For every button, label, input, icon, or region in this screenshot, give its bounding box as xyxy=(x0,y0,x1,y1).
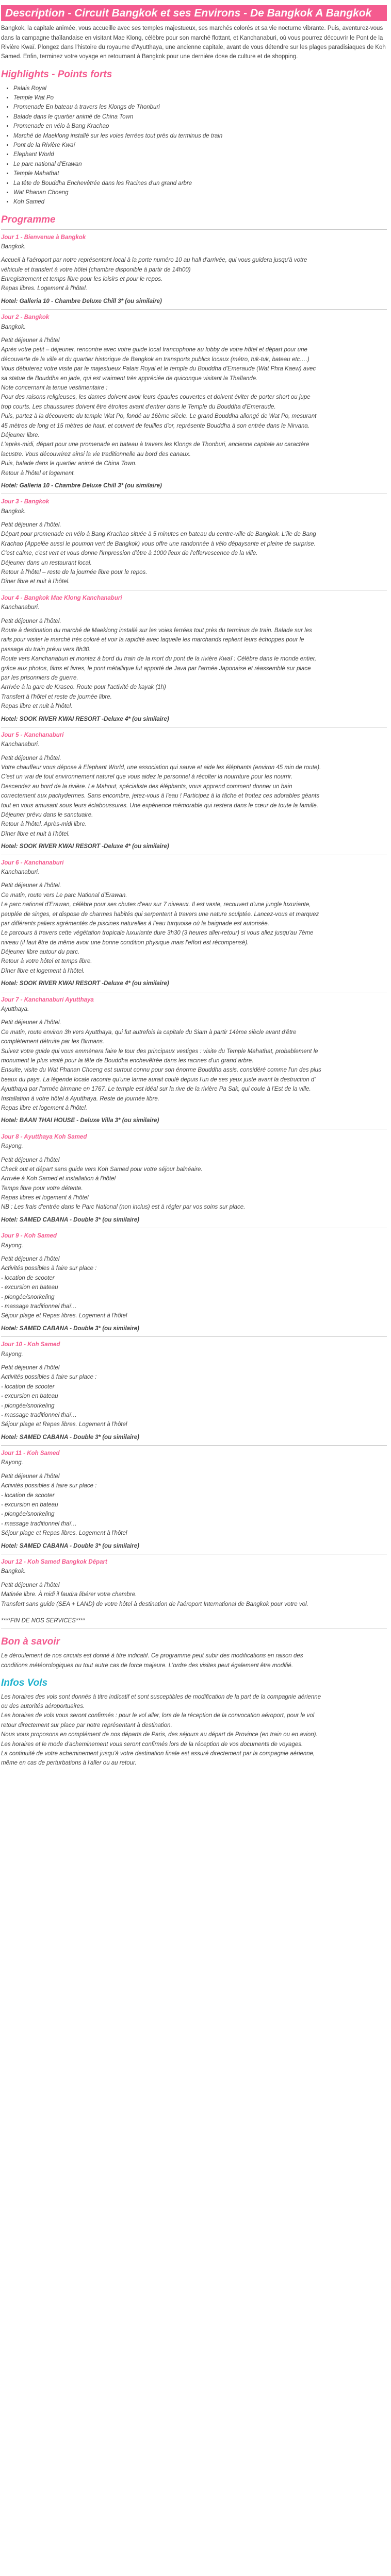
day-text-line: Ce matin, route environ 3h vers Ayutthaya, qui fut autrefois la capitale du Siam à partir 14ème siècle avant d'être xyxy=(1,1029,297,1036)
day-text-line: Le parc national d'Erawan, célèbre pour ses chutes d'eau sur 7 niveaux. Il est vaste, recouvert d'une jungle luxuriante, xyxy=(1,902,311,908)
day-text-line: Séjour plage et Repas libres. Logement à l'hôtel xyxy=(1,1313,127,1319)
flight-info-line: ou des autorités aéroportuaires. xyxy=(1,1703,85,1710)
highlight-item: • Temple Wat Po xyxy=(13,93,387,103)
day-text-line: - location de scooter xyxy=(1,1383,55,1390)
day-location: Rayong. xyxy=(1,1460,23,1466)
day-text-line: Repas libre et nuit à l'hôtel. xyxy=(1,703,73,710)
day-paragraph xyxy=(1,1472,387,1538)
flight-info-line: Nous vous proposons en complément de nos départs de Paris, des séjours au départ de Province (en train ou en avion). xyxy=(1,1732,318,1738)
day-text-line: - plongée/snorkeling xyxy=(1,1511,55,1518)
day-hotel: Hotel: Galleria 10 - Chambre Deluxe Chill 3* (ou similaire) xyxy=(1,482,162,489)
day-text-line: beaux du pays. La légende locale raconte qu'une larme aurait coulé depuis l'un de ses yeux juste avant la destruction d' xyxy=(1,1076,316,1083)
day-text-line: - excursion en bateau xyxy=(1,1393,58,1400)
day-text-line: Vous débuterez votre visite par le majestueux Palais Royal et le temple du Bouddha d'Emeraude (Wat Phra Kaew) avec xyxy=(1,366,316,372)
day-text-line: - plongée/snorkeling xyxy=(1,1402,55,1409)
day-text-line: passage du train prévu vers 8h30. xyxy=(1,646,91,653)
day-text-line: Dîner libre et logement à l'hôtel. xyxy=(1,968,85,974)
day-text-line: Déjeuner dans un restaurant local. xyxy=(1,560,92,566)
day-title: Jour 11 - Koh Samed xyxy=(1,1450,60,1457)
day-text-line: véhicule et transfert à votre hôtel (chambre disponible à partir de 14h00) xyxy=(1,266,191,273)
day-text-line: monument le plus visité pour la tête de Bouddha enchevêtrée dans les racines d'un grand arbre. xyxy=(1,1058,254,1064)
day-text-line: rails pour visiter le marché très coloré et voir la rapidité avec laquelle les marchands replient leurs échoppes pour le xyxy=(1,637,304,643)
day-paragraph xyxy=(1,1255,387,1321)
day-paragraph xyxy=(1,1581,387,1626)
day-divider xyxy=(1,1336,387,1337)
day-title: Jour 3 - Bangkok xyxy=(1,499,50,505)
day-hotel: Hotel: SAMED CABANA - Double 3* (ou similaire) xyxy=(1,1434,139,1440)
day-block xyxy=(1,1557,387,1625)
day-text-line: lacustre. Vous découvrirez ainsi la vie traditionnelle au bord des canaux. xyxy=(1,451,191,457)
day-text-line: découverte de la ville et du quartier historique de Bangkok en transports publics locaux (métro, tuk-tuk, bateau etc….) xyxy=(1,356,309,363)
day-location: Kanchanaburi. xyxy=(1,741,40,748)
day-text-line: Petit déjeuner à l'hôtel xyxy=(1,1157,60,1163)
day-text-line: Ensuite, visite du Wat Phanan Choeng est surtout connu pour son énorme Bouddha assis, considéré comme l'un des plus xyxy=(1,1067,321,1074)
day-text-line: 45 mètres de long et 15 mètres de haut, et couvert de feuilles d'or, représente Bouddha à son entrée dans le Nirvana. xyxy=(1,422,310,429)
day-text-line: grâce aux photos, films et livres, le pont métallique fut apporté de Java par l'armée Japonaise et réassemblé sur place xyxy=(1,665,311,672)
day-divider xyxy=(1,229,387,230)
day-text-line: Après votre petit – déjeuner, rencontre avec votre guide local francophone au lobby de votre hôtel et départ pour une xyxy=(1,347,307,353)
day-text-line: Départ pour promenade en vélo à Bang Krachao située à 5 minutes en bateau du centre-ville de Bangkok. L'île de Bang xyxy=(1,531,316,538)
good-to-know-heading: Bon à savoir xyxy=(1,1636,60,1648)
flight-info-line: Les horaires et le mode d'acheminement vous seront confirmés lors de la réception de vos documents de voyages. xyxy=(1,1741,303,1748)
day-text-line: Petit déjeuner à l'hôtel. xyxy=(1,618,61,624)
day-text-line: Le parcours à travers cette végétation tropicale luxuriante dure 3h30 (3 heures aller-retour) si vous allez jusqu'au 7ème xyxy=(1,930,314,937)
page-title: Description - Circuit Bangkok et ses Environs - De Bangkok A Bangkok xyxy=(1,5,387,21)
day-paragraph xyxy=(1,1363,387,1430)
day-location: Rayong. xyxy=(1,1143,23,1150)
day-text-line: - location de scooter xyxy=(1,1275,55,1281)
day-text-line: Retour à l'hôtel – reste de la journée libre pour le repos. xyxy=(1,569,148,576)
day-text-line: Petit déjeuner à l'hôtel. xyxy=(1,883,61,889)
day-hotel: Hotel: SOOK RIVER KWAI RESORT -Deluxe 4* (ou similaire) xyxy=(1,716,169,722)
day-location: Rayong. xyxy=(1,1351,23,1358)
day-text-line: Pour des raisons religieuses, les dames doivent avoir leurs épaules couvertes et doivent éviter de porter short ou jupe xyxy=(1,394,311,401)
day-text-line: Votre chauffeur vous dépose à Elephant World, une association qui sauve et aide les éléphants (environ 45 min de route). xyxy=(1,765,321,771)
day-text-line: Retour à l'hôtel. Après-midi libre. xyxy=(1,821,87,828)
highlight-item: • Promenade En bateau à travers les Klongs de Thonburi xyxy=(13,103,387,112)
day-text-line: C'est un vrai de tout environnement naturel que vous aidez le personnel à récolter la nourriture pour les nourrir. xyxy=(1,774,292,781)
day-paragraph xyxy=(1,881,387,976)
day-title: Jour 1 - Bienvenue à Bangkok xyxy=(1,234,86,241)
day-paragraph xyxy=(1,256,387,294)
highlights-heading: Highlights - Points forts xyxy=(1,69,112,80)
day-title: Jour 7 - Kanchanaburi Ayutthaya xyxy=(1,996,94,1003)
day-text-line: - excursion en bateau xyxy=(1,1284,58,1291)
day-location: Kanchanaburi. xyxy=(1,869,40,875)
day-paragraph xyxy=(1,1156,387,1212)
day-divider xyxy=(1,1445,387,1446)
day-text-line: Séjour plage et Repas libres. Logement à l'hôtel xyxy=(1,1530,127,1537)
day-hotel: Hotel: SAMED CABANA - Double 3* (ou similaire) xyxy=(1,1325,139,1332)
flight-info-text xyxy=(1,1692,387,1768)
day-text-line: - location de scooter xyxy=(1,1492,55,1499)
day-text-line: - excursion en bateau xyxy=(1,1502,58,1509)
day-paragraph xyxy=(1,520,387,587)
day-text-line: Installation à votre hôtel à Ayutthaya. Reste de journée libre. xyxy=(1,1095,159,1102)
day-text-line: Dîner libre et nuit à l'hôtel. xyxy=(1,579,70,585)
flight-info-heading: Infos Vols xyxy=(1,1677,48,1688)
day-text-line: Repas libres. Logement à l'hôtel. xyxy=(1,285,88,292)
day-location: Rayong. xyxy=(1,1242,23,1249)
day-text-line: Retour à votre hôtel et temps libre. xyxy=(1,958,92,965)
day-title: Jour 9 - Koh Samed xyxy=(1,1233,57,1240)
day-hotel: Hotel: SOOK RIVER KWAI RESORT -Deluxe 4* (ou similaire) xyxy=(1,980,169,987)
day-text-line: Repas libres et logement à l'hôtel xyxy=(1,1195,89,1201)
day-block xyxy=(1,1340,387,1442)
highlight-item: • Marché de Maeklong installé sur les voies ferrées tout près du terminus de train xyxy=(13,131,387,141)
day-text-line: Petit déjeuner à l'hôtel xyxy=(1,1473,60,1480)
day-text-line: Check out et départ sans guide vers Koh Samed pour votre séjour balnéaire. xyxy=(1,1166,203,1173)
day-text-line: Séjour plage et Repas libres. Logement à l'hôtel xyxy=(1,1421,127,1428)
day-title: Jour 10 - Koh Samed xyxy=(1,1342,60,1348)
day-text-line: Petit déjeuner à l'hôtel. xyxy=(1,1020,61,1026)
flight-info-line: retour directement sur place par notre représentant à destination. xyxy=(1,1722,172,1728)
day-text-line: Matinée libre. À midi il faudra libérer votre chambre. xyxy=(1,1591,137,1598)
highlight-item: • Pont de la Rivière Kwaï xyxy=(13,141,387,150)
day-text-line: Transfert à l'hôtel et reste de journée libre. xyxy=(1,693,112,700)
day-text-line: Puis, balade dans le quartier animé de China Town. xyxy=(1,461,137,467)
day-text-line: Activités possibles à faire sur place : xyxy=(1,1265,97,1272)
day-text-line: par différents paliers agrémentés de piscines naturelles à l'eau turquoise où la baignade est autorisée. xyxy=(1,920,270,927)
highlight-item: • Koh Samed xyxy=(13,197,387,207)
day-text-line: Route vers Kanchanaburi et montez à bord du train de la mort du pont de la rivière Kwaï : Célèbre dans le monde entier, xyxy=(1,656,317,663)
day-paragraph xyxy=(1,754,387,839)
day-text-line: Petit déjeuner à l'hôtel xyxy=(1,1364,60,1371)
day-text-line: Repas libre et logement à l'hôtel. xyxy=(1,1105,88,1111)
day-text-line: Note concernant la tenue vestimentaire : xyxy=(1,385,108,391)
day-block xyxy=(1,497,387,587)
day-location: Bangkok. xyxy=(1,324,26,330)
day-paragraph xyxy=(1,617,387,711)
day-text-line: Arrivée à la gare de Kraseo. Route pour l'activité de kayak (1h) xyxy=(1,684,166,691)
day-location: Kanchanaburi. xyxy=(1,604,40,611)
day-text-line: Petit déjeuner à l'hôtel. xyxy=(1,522,61,529)
good-to-know-text xyxy=(1,1651,387,1670)
day-text-line: Déjeuner libre. xyxy=(1,432,40,438)
highlight-item: • Temple Mahathat xyxy=(13,169,387,178)
program-heading: Programme xyxy=(1,214,56,225)
day-hotel: Hotel: Galleria 10 - Chambre Deluxe Chill 3* (ou similaire) xyxy=(1,298,162,304)
day-divider xyxy=(1,309,387,310)
highlight-item: • Elephant World xyxy=(13,150,387,159)
day-text-line: Déjeuner prévu dans le sanctuaire. xyxy=(1,812,93,819)
highlight-item: • Palais Royal xyxy=(13,84,387,93)
day-block xyxy=(1,731,387,852)
day-location: Ayutthaya. xyxy=(1,1006,29,1013)
highlight-item: • Balade dans le quartier animé de China Town xyxy=(13,112,387,122)
day-text-line: niveau (il faut être de même avoir une bonne condition physique mais l'effort est récompensé). xyxy=(1,939,249,946)
day-title: Jour 12 - Koh Samed Bangkok Départ xyxy=(1,1558,107,1565)
day-text-line: L'après-midi, départ pour une promenade en bateau à travers les Klongs de Thonburi, ancienne capitale au caractère xyxy=(1,442,309,448)
day-block xyxy=(1,858,387,989)
day-text-line: complètement détruite par les Birmans. xyxy=(1,1039,105,1045)
highlight-item: • La tête de Bouddha Enchevêtrée dans les Racines d'un grand arbre xyxy=(13,179,387,188)
day-text-line: Activités possibles à faire sur place : xyxy=(1,1374,97,1381)
day-paragraph xyxy=(1,1018,387,1113)
day-block xyxy=(1,233,387,307)
good-to-know-line: conditions météorologiques ou tout autre cas de force majeure. L'ordre des visites peut également être modifié. xyxy=(1,1662,294,1669)
day-block xyxy=(1,313,387,490)
day-text-line: ****FIN DE NOS SERVICES**** xyxy=(1,1617,85,1624)
day-block xyxy=(1,1231,387,1333)
day-text-line: Dîner libre et nuit à l'hôtel. xyxy=(1,831,70,837)
day-hotel: Hotel: SAMED CABANA - Double 3* (ou similaire) xyxy=(1,1543,139,1549)
day-text-line: Enregistrement et temps libre pour les loisirs et pour le repos. xyxy=(1,276,163,283)
day-text-line: Transfert sans guide (SEA + LAND) de votre hôtel à destination de l'aéroport International de Bangkok pour votre vol. xyxy=(1,1601,308,1607)
day-text-line: sa statue de Bouddha en jade, qui est vraiment très appréciée de quiconque visitant la Thaïlande. xyxy=(1,375,258,382)
day-title: Jour 2 - Bangkok xyxy=(1,314,50,321)
day-location: Bangkok. xyxy=(1,508,26,515)
day-hotel: Hotel: SOOK RIVER KWAI RESORT -Deluxe 4* (ou similaire) xyxy=(1,843,169,850)
day-text-line: Descendez au bord de la rivière. Le Mahout, spécialiste des éléphants, vous apprend comment donner un bain xyxy=(1,783,292,790)
flight-info-line: Les horaires des vols sont donnés à titre indicatif et sont susceptibles de modification de la part de la compagnie aérienne xyxy=(1,1693,321,1700)
day-location: Bangkok. xyxy=(1,1568,26,1575)
day-location: Bangkok. xyxy=(1,243,26,250)
day-text-line: Temps libre pour votre détente. xyxy=(1,1185,83,1192)
day-block xyxy=(1,995,387,1126)
day-text-line: Arrivée à Koh Samed et installation à l'hôtel xyxy=(1,1176,116,1182)
day-text-line: Puis, partez à la découverte du temple Wat Po, fondé au 16ème siècle. Le grand Bouddha allongé de Wat Po, mesurant xyxy=(1,413,317,420)
day-text-line: C'est calme, c'est vert et vous donne l'impression d'être à 1000 lieux de l'effervescence de la ville. xyxy=(1,550,258,557)
intro-text: Bangkok, la capitale animée, vous accueille avec ses temples majestueux, ses marchés colorés et sa vie nocturne vibrante. Puis, aventurez-vous dans la campagne thaïlandaise en visitant Mae Klong, célèbre pour son marché flottant, et Kanchanaburi, où vous pourrez découvrir le Pont de la Rivière Kwaï. Plongez dans l'histoire du royaume d'Ayutthaya, une ancienne capitale, avant de vous détendre sur les plages paradisiaques de Koh Samed. Enfin, terminez votre voyage en retournant à Bangkok pour une dernière dose de culture et de shopping. xyxy=(1,25,386,60)
day-text-line: tout en vous amusant sous leurs éclaboussures. Une expérience mémorable qui restera dans le cœur de toute la famille. xyxy=(1,802,318,809)
day-text-line: trop courts. Les chaussures doivent être étroites avant d'entrer dans le Temple du Bouddha d'Emeraude. xyxy=(1,403,276,410)
day-text-line: Route à destination du marché de Maeklong installé sur les voies ferrées tout près du terminus de train. Balade sur les xyxy=(1,627,312,634)
highlight-item: • Promenade en vélo à Bang Krachao xyxy=(13,122,387,131)
flight-info-line: La continuité de votre acheminement jusqu'à votre destination finale est assuré directement par la compagnie aérienne, xyxy=(1,1751,315,1757)
highlight-item: • Wat Phanan Choeng xyxy=(13,188,387,197)
day-text-line: NB : Les frais d'entrée dans le Parc National (non inclus) est à régler par vos soins sur place. xyxy=(1,1204,246,1211)
page xyxy=(0,5,391,1768)
day-text-line: - massage traditionnel thaï… xyxy=(1,1303,77,1310)
day-text-line: correctement aux pachydermes. Sans encombre, jetez-vous à l'eau ! Participez à la tâche et frottez ces adorables géants xyxy=(1,793,320,800)
day-text-line: Petit déjeuner à l'hôtel. xyxy=(1,755,61,761)
day-text-line: Accueil à l'aéroport par notre représentant local à la porte numéro 10 au hall d'arrivée, qui vous guidera jusqu'à votre xyxy=(1,257,307,264)
day-text-line: Ce matin, route vers Le parc National d'Erawan. xyxy=(1,892,127,899)
day-text-line: Déjeuner libre autour du parc. xyxy=(1,949,80,956)
day-text-line: Suivez votre guide qui vous emmènera faire le tour des principaux vestiges : visite du Temple Mahathat, probablement le xyxy=(1,1048,318,1055)
day-title: Jour 5 - Kanchanaburi xyxy=(1,732,64,738)
day-hotel: Hotel: SAMED CABANA - Double 3* (ou similaire) xyxy=(1,1216,139,1223)
day-text-line: Petit déjeuner à l'hôtel xyxy=(1,1582,60,1588)
day-block xyxy=(1,1449,387,1551)
day-text-line: Activités possibles à faire sur place : xyxy=(1,1483,97,1489)
flight-info-line: Les horaires de vols vous seront confirmés : pour le vol aller, lors de la réception de la convocation aéroport, pour le vol xyxy=(1,1713,315,1719)
day-text-line: par les prisonniers de guerre. xyxy=(1,674,78,681)
day-text-line: - massage traditionnel thaï… xyxy=(1,1520,77,1527)
day-text-line: peuplée de singes, et dispose de charmes habités qui serpentent à travers une nature sculptée. Lancez-vous et marquez xyxy=(1,911,319,918)
day-text-line: Petit déjeuner à l'hôtel xyxy=(1,1256,60,1263)
day-text-line: Ayutthaya par l'armée birmane en 1767. Le temple est idéal sur la rive de la rivière Pa Sak, qui coule à l'Est de la ville. xyxy=(1,1086,311,1093)
flight-info-line: même en cas de perturbations à l'aller ou au retour. xyxy=(1,1760,137,1767)
day-title: Jour 8 - Ayutthaya Koh Samed xyxy=(1,1133,87,1140)
day-title: Jour 6 - Kanchanaburi xyxy=(1,859,64,866)
program-days xyxy=(1,229,387,1630)
day-block xyxy=(1,1132,387,1225)
highlights-list xyxy=(1,84,387,207)
good-to-know-line: Le déroulement de nos circuits est donné à titre indicatif. Ce programme peut subir des modifications en raison des xyxy=(1,1653,303,1659)
day-block xyxy=(1,594,387,724)
day-paragraph xyxy=(1,336,387,478)
day-text-line: - massage traditionnel thaï… xyxy=(1,1412,77,1418)
day-text-line: - plongée/snorkeling xyxy=(1,1294,55,1300)
day-text-line: Krachao (Appelée aussi le poumon vert de Bangkok) vous offre une randonnée à vélo dépaysante et pleine de surprise. xyxy=(1,540,316,547)
highlight-item: • Le parc national d'Erawan xyxy=(13,160,387,169)
day-text-line: Retour à l'hôtel et logement. xyxy=(1,470,75,477)
day-text-line: Petit déjeuner à l'hôtel xyxy=(1,337,60,344)
day-title: Jour 4 - Bangkok Mae Klong Kanchanaburi xyxy=(1,595,122,601)
day-hotel: Hotel: BAAN THAI HOUSE - Deluxe Villa 3* (ou similaire) xyxy=(1,1117,159,1124)
blank-line xyxy=(1,1609,387,1616)
